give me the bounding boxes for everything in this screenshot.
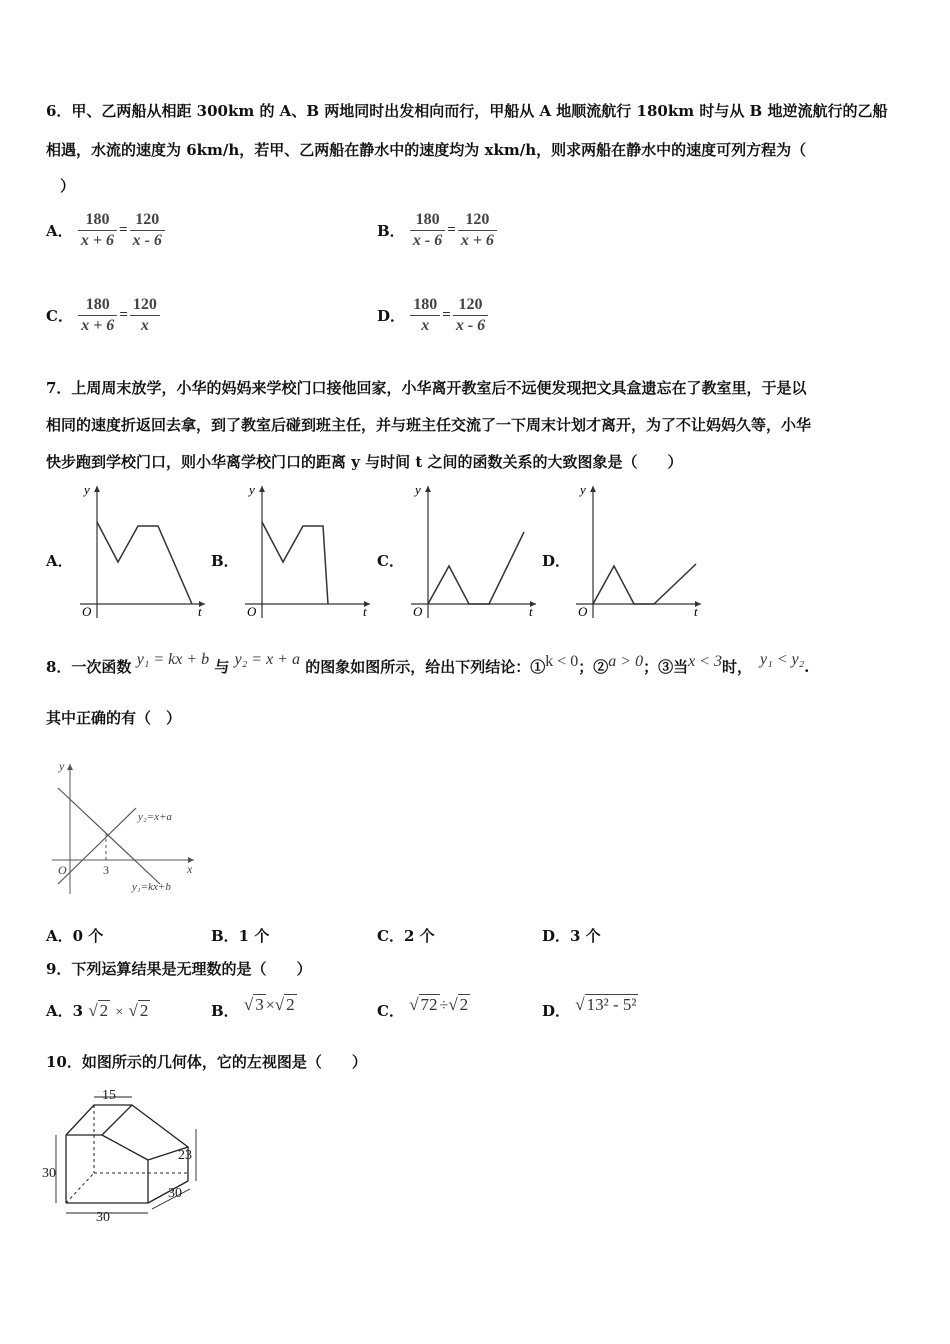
q7-option-c-label[interactable]: C． — [377, 552, 404, 570]
q7-graph-a[interactable] — [70, 482, 208, 620]
svg-text:y: y — [84, 482, 90, 497]
q8-graph — [48, 760, 198, 898]
svg-text:3: 3 — [103, 863, 109, 877]
svg-text:23: 23 — [178, 1148, 192, 1163]
fraction-right: $\frac{120}{x + 6}$ — [458, 210, 497, 251]
q8-line-1: 8．一次函数 y₁ = kx + b 与 y₂ = x + a 的图象如图所示，给出下列结论：①k < 0；②a > 0；③当x < 3时， y₁ < y₂. — [46, 651, 810, 676]
fraction-right: $\frac{120}{x}$ — [130, 295, 160, 336]
svg-text:30: 30 — [168, 1186, 182, 1201]
svg-text:30: 30 — [96, 1210, 110, 1225]
q6-option-b[interactable]: B． $\frac{180}{x - 6}$ = $\frac{120}{x + 6}$ — [377, 210, 497, 251]
option-label: C． — [46, 307, 73, 325]
fraction-left: $\frac{180}{x + 6}$ — [78, 295, 117, 336]
q9-line: 9．下列运算结果是无理数的是（ ） — [46, 960, 312, 978]
q6-option-a[interactable]: A． $\frac{180}{x + 6}$ = $\frac{120}{x - 6}$ — [46, 210, 165, 251]
option-label: D． — [377, 307, 406, 325]
q6-option-c[interactable]: C． $\frac{180}{x + 6}$ = $\frac{120}{x}$ — [46, 295, 160, 336]
svg-text:30: 30 — [42, 1166, 56, 1181]
q6-option-d[interactable]: D． $\frac{180}{x}$ = $\frac{120}{x - 6}$ — [377, 295, 488, 336]
conclusion-2: a > 0 — [608, 653, 644, 670]
svg-text:y: y — [249, 482, 255, 497]
q9-option-d[interactable]: D． √ 13² - 5² — [542, 995, 637, 1020]
q9-option-c[interactable]: C． √ 72 ÷√ 2 — [377, 995, 469, 1020]
q7-graph-c[interactable] — [401, 482, 539, 620]
function-y2: y₂ = x + a — [234, 651, 300, 668]
svg-text:y: y — [415, 482, 421, 497]
svg-text:O: O — [82, 604, 92, 619]
svg-text:t: t — [694, 604, 698, 619]
q7-graph-b[interactable] — [235, 482, 373, 620]
svg-text:O: O — [58, 863, 67, 877]
q6-line-2: 相遇，水流的速度为 6km/h，若甲、乙两船在静水中的速度均为 xkm/h，则求两船在静水中的速度可列方程为（ — [46, 141, 807, 159]
q8-option-a[interactable]: A．0 个 — [46, 927, 104, 945]
svg-text:15: 15 — [102, 1088, 116, 1103]
q7-line-3: 快步跑到学校门口，则小华离学校门口的距离 y 与时间 t 之间的函数关系的大致图象是（ ） — [46, 453, 683, 471]
q10-solid-figure — [40, 1085, 210, 1227]
option-label: A． — [46, 222, 73, 240]
q6-line-3: ） — [60, 177, 76, 195]
svg-text:O: O — [247, 604, 257, 619]
q7-line-1: 7．上周周末放学，小华的妈妈来学校门口接他回家，小华离开教室后不远便发现把文具盒遗忘在了教室里，于是以 — [46, 379, 807, 397]
fraction-left: $\frac{180}{x - 6}$ — [410, 210, 445, 251]
q8-option-c[interactable]: C．2 个 — [377, 927, 435, 945]
q9-option-b[interactable]: B． √ 3 ×√ 2 — [211, 995, 295, 1020]
svg-text:y₂=x+a: y₂=x+a — [138, 811, 172, 823]
fraction-right: $\frac{120}{x - 6}$ — [453, 295, 488, 336]
svg-text:x: x — [187, 862, 193, 876]
svg-text:y₁=kx+b: y₁=kx+b — [132, 881, 171, 893]
fraction-right: $\frac{120}{x - 6}$ — [130, 210, 165, 251]
svg-text:t: t — [363, 604, 367, 619]
q9-option-a[interactable]: A．3 √ 2 × √ 2 — [46, 1001, 149, 1020]
q7-option-d-label[interactable]: D． — [542, 552, 571, 570]
svg-text:t: t — [198, 604, 202, 619]
q8-option-d[interactable]: D．3 个 — [542, 927, 601, 945]
function-y1: y₁ = kx + b — [136, 651, 210, 668]
q7-graph-d[interactable] — [566, 482, 704, 620]
q8-option-b[interactable]: B．1 个 — [211, 927, 270, 945]
conclusion-4: y₁ < y₂ — [760, 651, 805, 668]
q7-option-a-label[interactable]: A． — [46, 552, 73, 570]
svg-text:y: y — [580, 482, 586, 497]
svg-text:O: O — [578, 604, 588, 619]
fraction-left: $\frac{180}{x + 6}$ — [78, 210, 117, 251]
svg-text:O: O — [413, 604, 423, 619]
conclusion-1: k < 0 — [545, 653, 579, 670]
q10-line: 10．如图所示的几何体，它的左视图是（ ） — [46, 1053, 367, 1071]
option-label: B． — [377, 222, 405, 240]
q7-line-2: 相同的速度折返回去拿，到了教室后碰到班主任，并与班主任交流了一下周末计划才离开，为了不让妈妈久等，小华 — [46, 416, 812, 434]
q7-option-b-label[interactable]: B． — [211, 552, 239, 570]
q6-line-1: 6．甲、乙两船从相距 300km 的 A、B 两地同时出发相向而行，甲船从 A 地顺流航行 180km 时与从 B 地逆流航行的乙船 — [46, 102, 888, 120]
fraction-left: $\frac{180}{x}$ — [410, 295, 440, 336]
q8-line-2: 其中正确的有（ ） — [46, 709, 182, 727]
svg-text:y: y — [59, 760, 65, 773]
conclusion-3: x < 3 — [688, 653, 723, 670]
svg-text:t: t — [529, 604, 533, 619]
